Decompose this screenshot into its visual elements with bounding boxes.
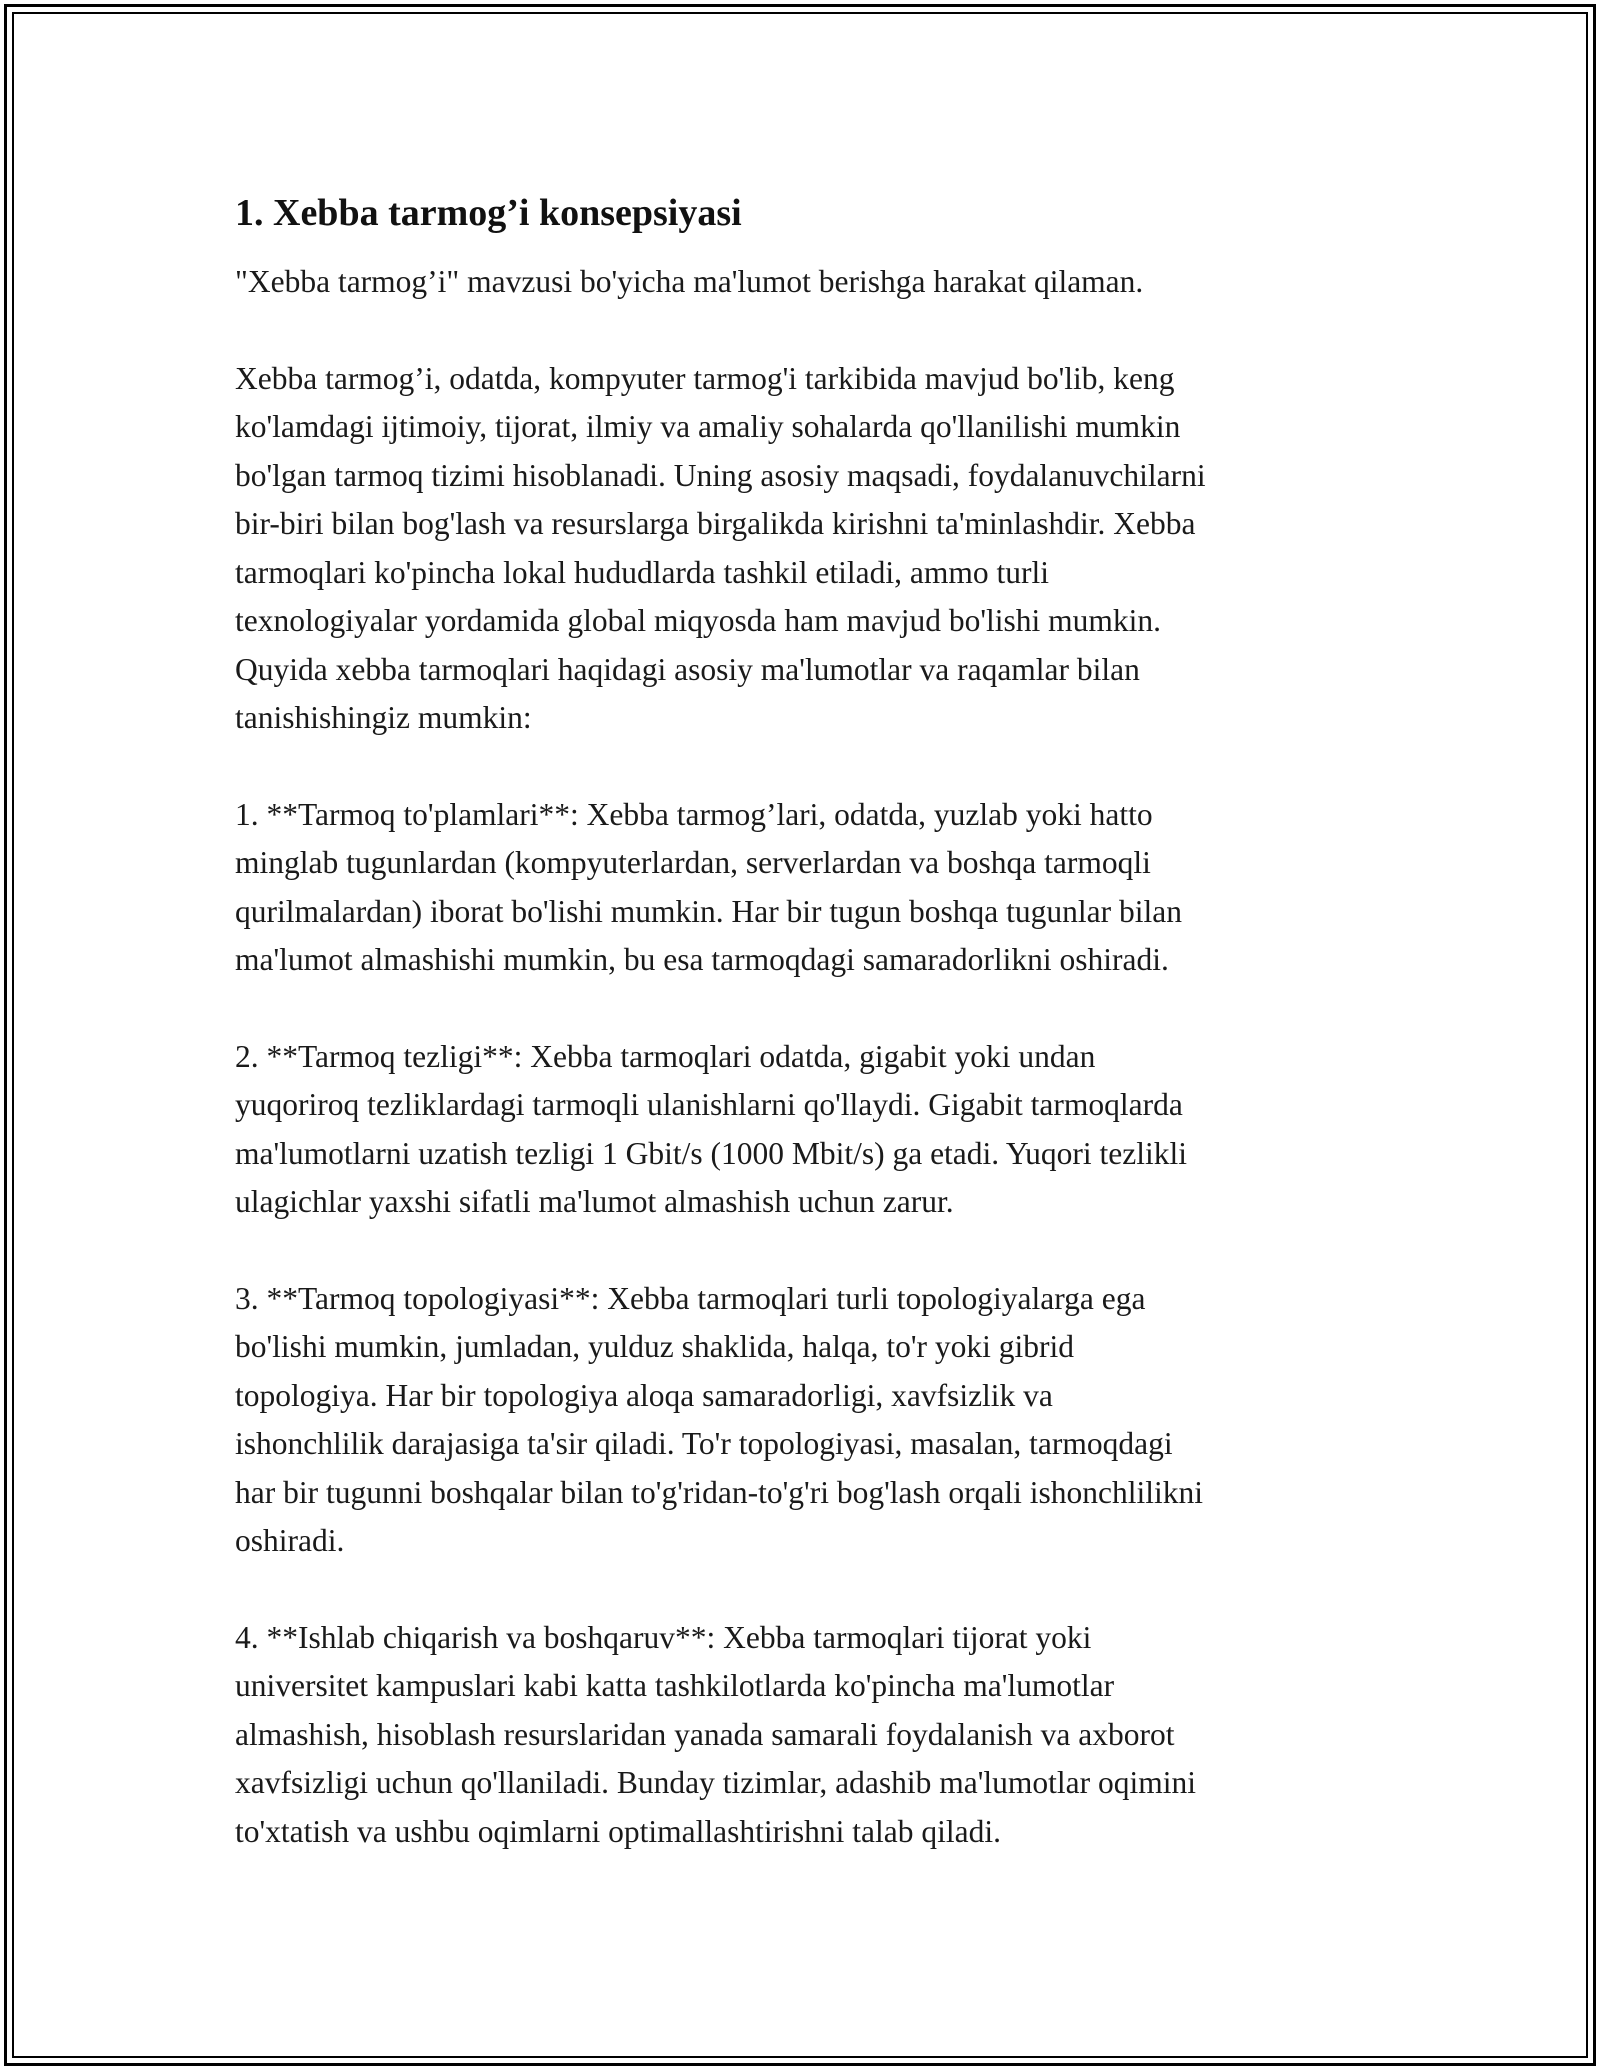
list-item-production-management: 4. **Ishlab chiqarish va boshqaruv**: Xebba tarmoqlari tijorat yoki universitet kampuslari kabi katta tashkilotlarda ko'pincha ma'lumotlar almashish, hisoblash resurslaridan yanada samarali foydalanish va axborot xavfsizligi uchun qo'llaniladi. Bunday tizimlar, adashib ma'lumotlar oqimini to'xtatish va ushbu oqimlarni optimallashtirishni talab qiladi. <box>235 1619 1197 1849</box>
list-item-network-sets: 1. **Tarmoq to'plamlari**: Xebba tarmog’lari, odatda, yuzlab yoki hatto minglab tugunlardan (kompyuterlardan, serverlardan va boshqa tarmoqli qurilmalardan) iborat bo'lishi mumkin. Har bir tugun boshqa tugunlar bilan ma'lumot almashishi mumkin, bu esa tarmoqdagi samaradorlikni oshiradi. <box>235 796 1182 977</box>
list-item-network-topology: 3. **Tarmoq topologiyasi**: Xebba tarmoqlari turli topologiyalarga ega bo'lishi mumkin, jumladan, yulduz shaklida, halqa, to'r yoki gibrid topologiya. Har bir topologiya aloqa samaradorligi, xavfsizlik va ishonchlilik darajasiga ta'sir qiladi. To'r topologiyasi, masalan, tarmoqdagi har bir tugunni boshqalar bilan to'g'ridan-to'g'ri bog'lash orqali ishonchlilikni oshiradi. <box>235 1280 1203 1558</box>
document-page <box>235 188 1375 1904</box>
overview-paragraph: Xebba tarmog’i, odatda, kompyuter tarmog'i tarkibida mavjud bo'lib, keng ko'lamdagi ijtimoiy, tijorat, ilmiy va amaliy sohalarda qo'llanilishi mumkin bo'lgan tarmoq tizimi hisoblanadi. Uning asosiy maqsadi, foydalanuvchilarni bir-biri bilan bog'lash va resurslarga birgalikda kirishni ta'minlashdir. Xebba tarmoqlari ko'pincha lokal hududlarda tashkil etiladi, ammo turli texnologiyalar yordamida global miqyosda ham mavjud bo'lishi mumkin. Quyida xebba tarmoqlari haqidagi asosiy ma'lumotlar va raqamlar bilan tanishishingiz mumkin: <box>235 360 1206 735</box>
document-title: 1. Xebba tarmog’i konsepsiyasi <box>235 192 742 234</box>
list-item-network-speed: 2. **Tarmoq tezligi**: Xebba tarmoqlari odatda, gigabit yoki undan yuqoriroq tezliklardagi tarmoqli ulanishlarni qo'llaydi. Gigabit tarmoqlarda ma'lumotlarni uzatish tezligi 1 Gbit/s (1000 Mbit/s) ga etadi. Yuqori tezlikli ulagichlar yaxshi sifatli ma'lumot almashish uchun zarur. <box>235 1038 1187 1219</box>
intro-paragraph: "Xebba tarmog’i" mavzusi bo'yicha ma'lumot berishga harakat qilaman. <box>235 264 1144 299</box>
